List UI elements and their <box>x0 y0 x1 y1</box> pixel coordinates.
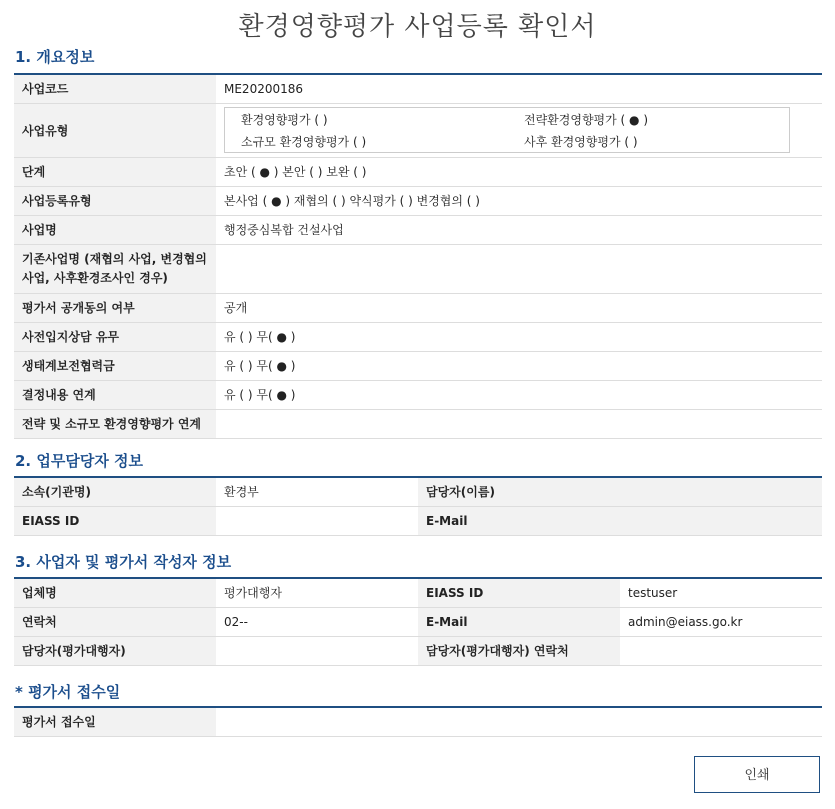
print-button[interactable]: 인쇄 <box>694 756 820 793</box>
type-cell <box>216 103 822 157</box>
link-value <box>216 409 822 438</box>
code-label: 사업코드 <box>14 74 216 103</box>
type-options <box>224 107 790 153</box>
prev-name-label: 기존사업명 (재협의 사업, 변경협의 사업, 사후환경조사인 경우) <box>14 244 216 293</box>
eiass-value: testuser <box>620 578 822 607</box>
business-table <box>14 577 822 666</box>
section-heading-business: 3. 사업자 및 평가서 작성자 정보 <box>15 553 232 571</box>
decision-value: 유 ( ) 무( ● ) <box>216 380 822 409</box>
page-title: 환경영향평가 사업등록 확인서 <box>238 12 597 42</box>
email-value: admin@eiass.go.kr <box>620 607 822 636</box>
pre-consult-value: 유 ( ) 무( ● ) <box>216 322 822 351</box>
receipt-table <box>14 706 822 737</box>
section-heading-overview: 1. 개요정보 <box>15 48 95 66</box>
prev-name-value <box>216 244 822 293</box>
manager-label: 담당자(이름) <box>418 477 620 506</box>
section-heading-receipt: * 평가서 접수일 <box>15 683 121 701</box>
staff-table <box>14 476 822 536</box>
eco-value: 유 ( ) 무( ● ) <box>216 351 822 380</box>
agent-contact-value <box>620 636 822 665</box>
disclose-label: 평가서 공개동의 여부 <box>14 293 216 322</box>
company-value: 평가대행자 <box>216 578 418 607</box>
agent-contact-label: 담당자(평가대행자) 연락처 <box>418 636 620 665</box>
type-option: 사후 환경영향평가 ( ) <box>524 134 638 149</box>
project-name-value: 행정중심복합 건설사업 <box>216 215 822 244</box>
stage-value: 초안 ( ● ) 본안 ( ) 보완 ( ) <box>216 157 822 186</box>
disclose-value: 공개 <box>216 293 822 322</box>
email-label: E-Mail <box>418 607 620 636</box>
type-label: 사업유형 <box>14 103 216 157</box>
agent-label: 담당자(평가대행자) <box>14 636 216 665</box>
stage-label: 단계 <box>14 157 216 186</box>
agent-value <box>216 636 418 665</box>
project-name-label: 사업명 <box>14 215 216 244</box>
code-value: ME20200186 <box>216 74 822 103</box>
decision-label: 결정내용 연계 <box>14 380 216 409</box>
eiass-label: EIASS ID <box>14 506 216 535</box>
email-label: E-Mail <box>418 506 620 535</box>
pre-consult-label: 사전입지상담 유무 <box>14 322 216 351</box>
type-option: 전략환경영향평가 ( ● ) <box>524 112 649 127</box>
eco-label: 생태계보전협력금 <box>14 351 216 380</box>
receipt-date-value <box>216 707 822 736</box>
manager-value <box>620 477 822 506</box>
reg-type-label: 사업등록유형 <box>14 186 216 215</box>
contact-label: 연락처 <box>14 607 216 636</box>
eiass-value <box>216 506 418 535</box>
reg-type-value: 본사업 ( ● ) 재협의 ( ) 약식평가 ( ) 변경협의 ( ) <box>216 186 822 215</box>
eiass-label: EIASS ID <box>418 578 620 607</box>
email-value <box>620 506 822 535</box>
section-heading-staff: 2. 업무담당자 정보 <box>15 452 144 470</box>
link-label: 전략 및 소규모 환경영향평가 연계 <box>14 409 216 438</box>
company-label: 업체명 <box>14 578 216 607</box>
org-label: 소속(기관명) <box>14 477 216 506</box>
overview-table <box>14 73 822 439</box>
type-option: 소규모 환경영향평가 ( ) <box>241 134 367 149</box>
org-value: 환경부 <box>216 477 418 506</box>
contact-value: 02-- <box>216 607 418 636</box>
type-option: 환경영향평가 ( ) <box>241 112 328 127</box>
receipt-date-label: 평가서 접수일 <box>14 707 216 736</box>
